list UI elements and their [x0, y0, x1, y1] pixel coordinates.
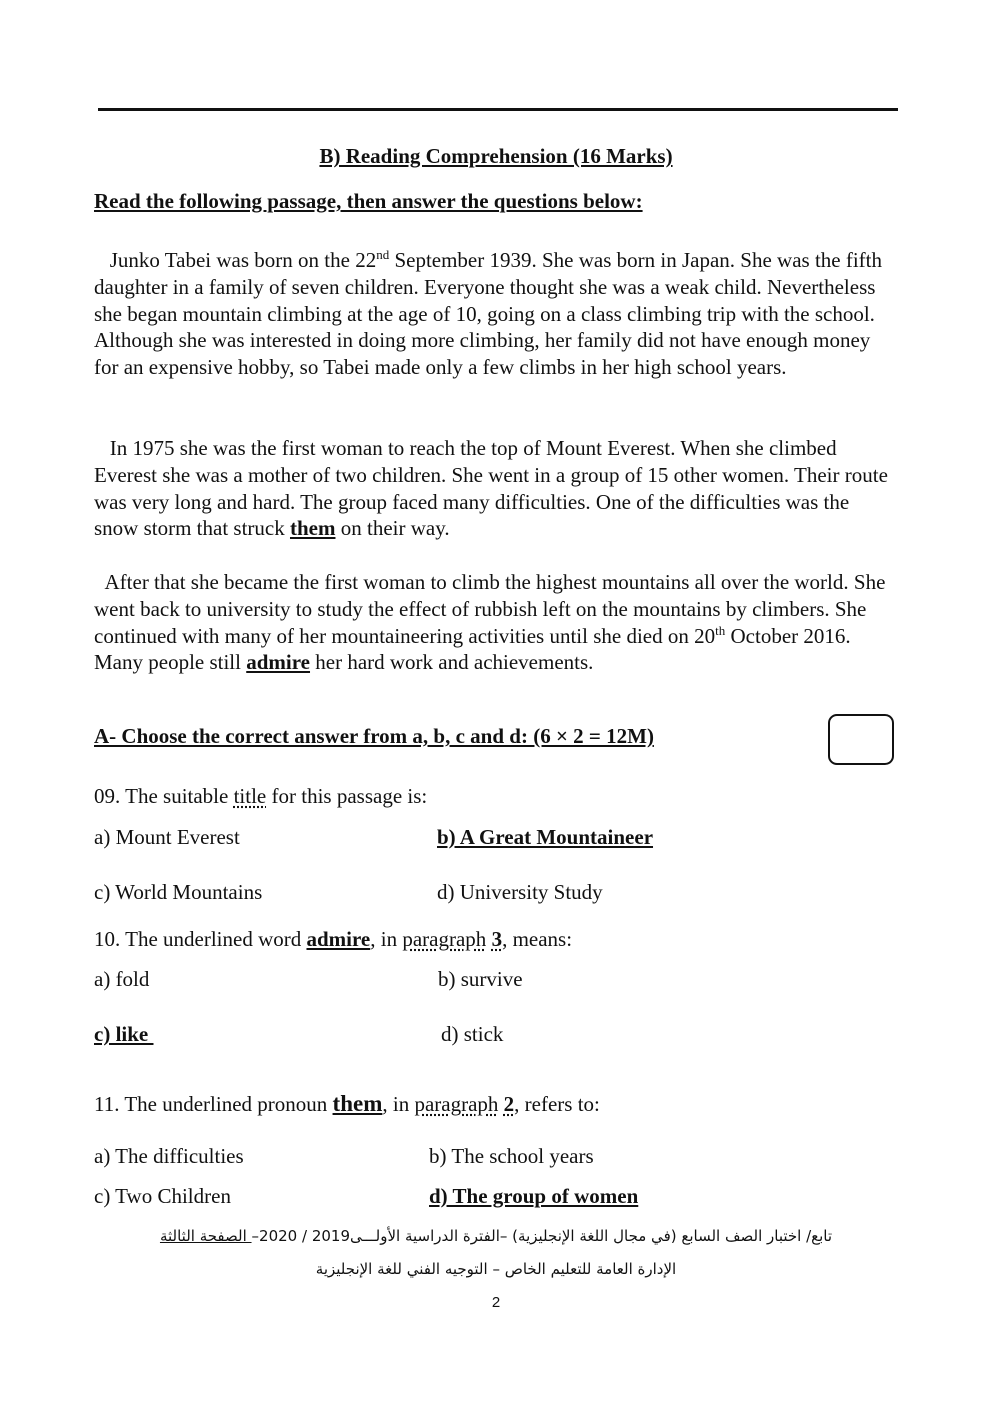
q10-option-b: b) survive — [438, 967, 523, 991]
q9-option-a: a) Mount Everest — [94, 825, 240, 849]
passage-paragraph-3: After that she became the first woman to climb the highest mountains all over the world. She went back to university to study the effect of rubbish left on the mountains by climbers. She continued with many of her mountaineering activities until she died on 20th October 2016. Many people still admire her hard work and achievements. — [94, 570, 886, 675]
keyword-admire: admire — [246, 650, 311, 675]
question-11: 11. The underlined pronoun them, in paragraph 2, refers to: — [94, 1091, 600, 1116]
footer-line-2: الإدارة العامة للتعليم الخاص – التوجيه الفني للغة الإنجليزية — [315, 1260, 677, 1278]
q11-option-c: c) Two Children — [94, 1184, 231, 1208]
q10-option-d: d) stick — [441, 1022, 504, 1046]
q9-option-b-correct: b) A Great Mountaineer — [437, 825, 654, 849]
part-a-title: A- Choose the correct answer from a, b, c and d: (6 × 2 = 12M) — [94, 724, 654, 748]
footer-line-1: تابع/ اختبار الصف السابع (في مجال اللغة الإنجليزية) –الفترة الدراسية الأولـــى2019 / 2020– الصفحة الثالثة — [159, 1227, 833, 1245]
q11-option-a: a) The difficulties — [94, 1144, 244, 1168]
q10-option-a: a) fold — [94, 967, 150, 991]
question-9: 09. The suitable title for this passage is: — [94, 784, 428, 808]
passage-paragraph-1: Junko Tabei was born on the 22nd September 1939. She was born in Japan. She was the fifth daughter in a family of seven children. Everyone thought she was a weak child. Nevertheless she began mountain climbing at the age of 10, going on a class climbing trip with the school. Although she was interested in doing more climbing, her family did not have enough money for an expensive hobby, so Tabei made only a few climbs in her high school years. — [94, 247, 883, 380]
page-number: 2 — [491, 1294, 501, 1311]
q9-option-d: d) University Study — [437, 880, 603, 904]
question-10: 10. The underlined word admire, in paragraph 3, means: — [94, 927, 573, 951]
passage-paragraph-2: In 1975 she was the first woman to reach the top of Mount Everest. When she climbed Everest she was a mother of two children. She went in a group of 15 other women. Their route was very long and hard. The group faced many difficulties. One of the difficulties was the snow storm that struck them on their way. — [94, 436, 888, 541]
keyword-them: them — [289, 516, 336, 541]
q11-option-d-correct: d) The group of women — [429, 1184, 639, 1208]
q11-option-b: b) The school years — [429, 1144, 594, 1168]
score-box — [828, 714, 894, 765]
q10-option-c-correct: c) like — [94, 1022, 154, 1046]
passage-instruction: Read the following passage, then answer the questions below: — [94, 189, 643, 213]
top-rule — [98, 108, 898, 111]
section-title: B) Reading Comprehension (16 Marks) — [319, 144, 673, 168]
q9-option-c: c) World Mountains — [94, 880, 263, 904]
